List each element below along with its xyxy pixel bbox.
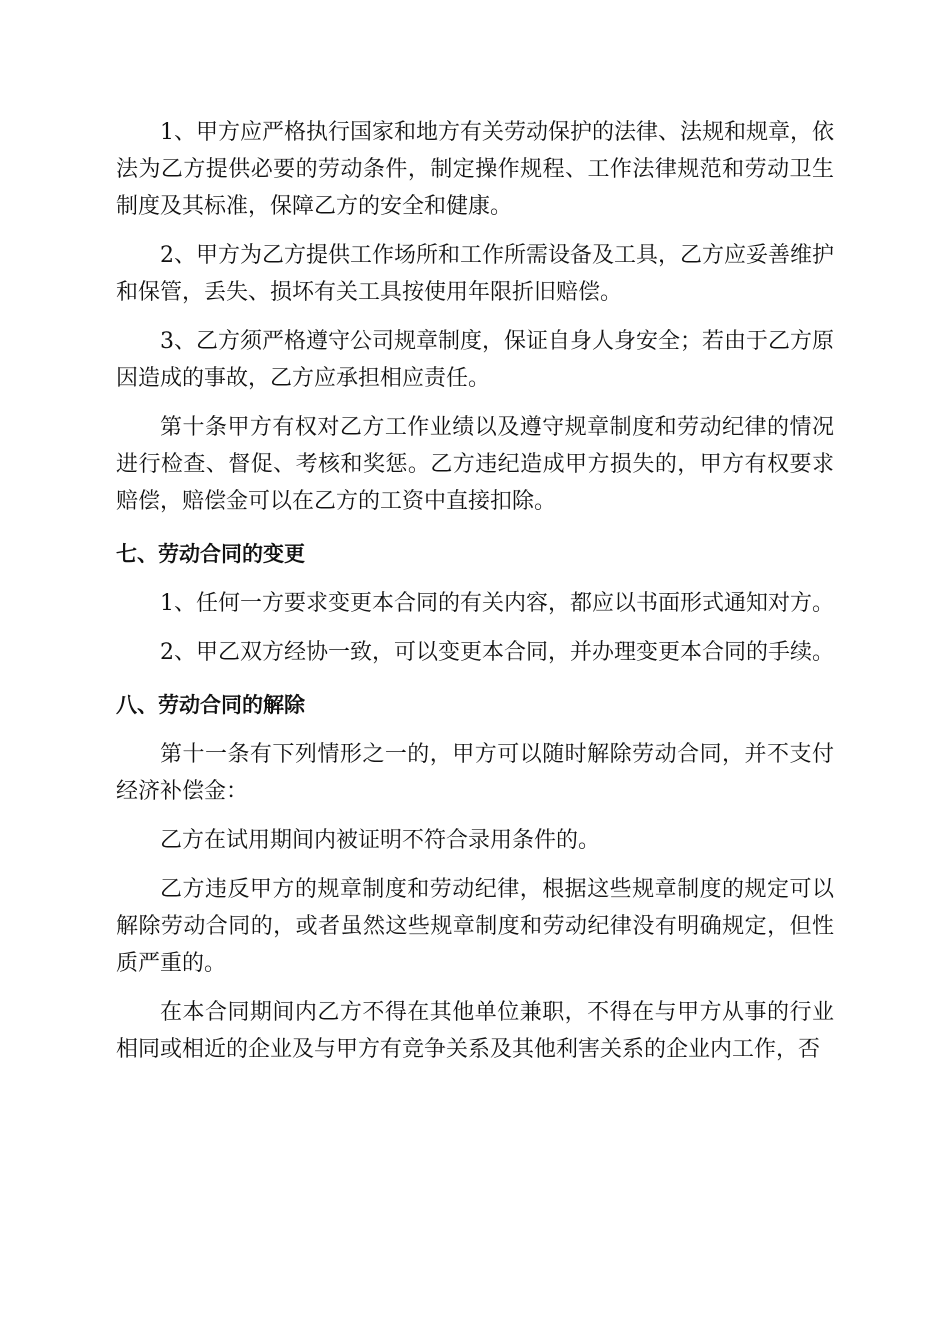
termination-case-rule-violation: 乙方违反甲方的规章制度和劳动纪律，根据这些规章制度的规定可以解除劳动合同的，或者虽然这些规章制度和劳动纪律没有明确规定，但性质严重的。 [116,877,834,976]
change-clause-1: 1、任何一方要求变更本合同的有关内容，都应以书面形式通知对方。 [160,591,834,616]
document-body [116,114,834,1068]
clause-paragraph-1: 1、甲方应严格执行国家和地方有关劳动保护的法律、法规和规章，依法为乙方提供必要的劳动条件，制定操作规程、工作法律规范和劳动卫生制度及其标准，保障乙方的安全和健康。 [116,120,834,219]
non-compete-paragraph: 在本合同期间内乙方不得在其他单位兼职，不得在与甲方从事的行业相同或相近的企业及与甲方有竞争关系及其他利害关系的企业内工作，否 [116,1000,834,1062]
clause-paragraph-3: 3、乙方须严格遵守公司规章制度，保证自身人身安全；若由于乙方原因造成的事故，乙方应承担相应责任。 [116,329,834,391]
change-clause-2: 2、甲乙双方经协一致，可以变更本合同，并办理变更本合同的手续。 [160,640,834,665]
section-heading-contract-change: 七、劳动合同的变更 [116,542,305,566]
article-10-paragraph: 第十条甲方有权对乙方工作业绩以及遵守规章制度和劳动纪律的情况进行检查、督促、考核和奖惩。乙方违纪造成甲方损失的，甲方有权要求赔偿，赔偿金可以在乙方的工资中直接扣除。 [116,415,834,514]
clause-paragraph-2: 2、甲方为乙方提供工作场所和工作所需设备及工具，乙方应妥善维护和保管，丢失、损坏有关工具按使用年限折旧赔偿。 [116,243,834,305]
article-11-paragraph: 第十一条有下列情形之一的，甲方可以随时解除劳动合同，并不支付经济补偿金： [116,742,834,804]
termination-case-probation: 乙方在试用期间内被证明不符合录用条件的。 [160,828,601,853]
section-heading-contract-termination: 八、劳动合同的解除 [116,693,305,717]
